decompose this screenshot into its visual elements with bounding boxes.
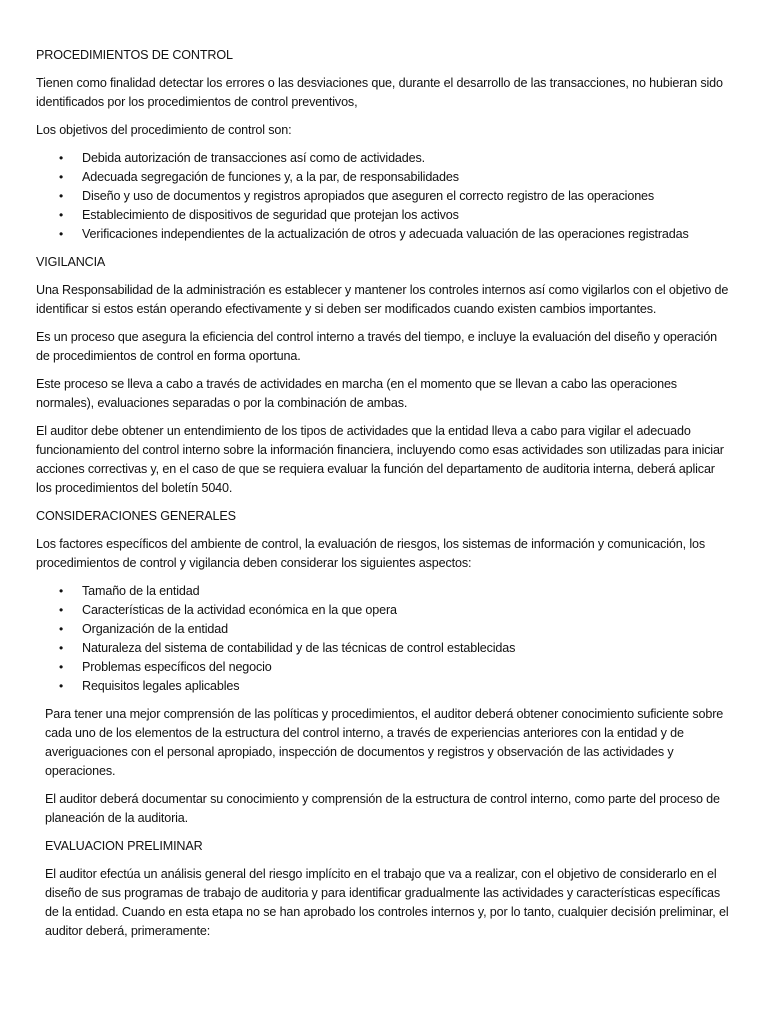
bullet-icon: • bbox=[59, 603, 64, 617]
bullet-list-objetivos bbox=[36, 149, 732, 244]
list-item bbox=[36, 187, 732, 206]
paragraph: Una Responsabilidad de la administración es establecer y mantener los controles internos así como vigilarlos con el objetivo de identificar si estos están operando efectivamente y si deben ser modificados cuando existen cambios importantes. bbox=[36, 283, 729, 316]
list-item-text: Tamaño de la entidad bbox=[82, 584, 200, 598]
list-item bbox=[36, 639, 732, 658]
list-item-text: Debida autorización de transacciones así como de actividades. bbox=[82, 151, 425, 165]
paragraph: El auditor deberá documentar su conocimiento y comprensión de la estructura de control interno, como parte del proceso de planeación de la auditoria. bbox=[45, 792, 720, 825]
list-item bbox=[36, 582, 732, 601]
list-item bbox=[36, 601, 732, 620]
list-item bbox=[36, 149, 732, 168]
paragraph: Es un proceso que asegura la eficiencia del control interno a través del tiempo, e incluye la evaluación del diseño y operación de procedimientos de control en forma oportuna. bbox=[36, 330, 718, 363]
list-item-text: Requisitos legales aplicables bbox=[82, 679, 240, 693]
heading-vigilancia: VIGILANCIA bbox=[36, 255, 106, 269]
bullet-icon: • bbox=[59, 170, 64, 184]
bullet-icon: • bbox=[59, 641, 64, 655]
list-item-text: Problemas específicos del negocio bbox=[82, 660, 272, 674]
list-item-text: Verificaciones independientes de la actualización de otros y adecuada valuación de las operaciones registradas bbox=[82, 227, 689, 241]
list-item-text: Naturaleza del sistema de contabilidad y de las técnicas de control establecidas bbox=[82, 641, 516, 655]
list-item bbox=[36, 168, 732, 187]
bullet-icon: • bbox=[59, 679, 64, 693]
heading-procedimientos-de-control: PROCEDIMIENTOS DE CONTROL bbox=[36, 48, 233, 62]
paragraph: Los factores específicos del ambiente de control, la evaluación de riesgos, los sistemas de información y comunicación, los procedimientos de control y vigilancia deben considerar los siguientes aspectos: bbox=[36, 537, 705, 570]
list-item-text: Diseño y uso de documentos y registros apropiados que aseguren el correcto registro de las operaciones bbox=[82, 189, 655, 203]
paragraph: El auditor debe obtener un entendimiento de los tipos de actividades que la entidad lleva a cabo para vigilar el adecuado funcionamiento del control interno sobre la información financiera, incluyendo como esas actividades son utilizadas para iniciar acciones correctivas y, en el caso de que se requiera evaluar la función del departamento de auditoria interna, deberá aplicar los procedimientos del boletín 5040. bbox=[36, 424, 724, 495]
bullet-icon: • bbox=[59, 189, 64, 203]
bullet-icon: • bbox=[59, 660, 64, 674]
heading-consideraciones-generales: CONSIDERACIONES GENERALES bbox=[36, 509, 236, 523]
bullet-icon: • bbox=[59, 622, 64, 636]
heading-evaluacion-preliminar: EVALUACION PRELIMINAR bbox=[45, 839, 203, 853]
list-item bbox=[36, 620, 732, 639]
paragraph: Los objetivos del procedimiento de control son: bbox=[36, 123, 292, 137]
list-item bbox=[36, 225, 732, 244]
paragraph: El auditor efectúa un análisis general del riesgo implícito en el trabajo que va a realizar, con el objetivo de considerarlo en el diseño de sus programas de trabajo de auditoria y para identificar gradualmente las actividades y características específicas de la entidad. Cuando en esta etapa no se han aprobado los controles internos y, por lo tanto, cualquier decisión preliminar, el auditor deberá, primeramente: bbox=[45, 867, 729, 938]
bullet-list-aspectos bbox=[36, 582, 732, 696]
paragraph: Este proceso se lleva a cabo a través de actividades en marcha (en el momento que se llevan a cabo las operaciones normales), evaluaciones separadas o por la combinación de ambas. bbox=[36, 377, 677, 410]
list-item-text: Organización de la entidad bbox=[82, 622, 228, 636]
list-item-text: Establecimiento de dispositivos de seguridad que protejan los activos bbox=[82, 208, 459, 222]
bullet-icon: • bbox=[59, 151, 64, 165]
list-item-text: Adecuada segregación de funciones y, a la par, de responsabilidades bbox=[82, 170, 459, 184]
list-item-text: Características de la actividad económica en la que opera bbox=[82, 603, 397, 617]
paragraph: Tienen como finalidad detectar los errores o las desviaciones que, durante el desarrollo de las transacciones, no hubieran sido identificados por los procedimientos de control preventivos, bbox=[36, 76, 723, 109]
list-item bbox=[36, 658, 732, 677]
bullet-icon: • bbox=[59, 584, 64, 598]
paragraph: Para tener una mejor comprensión de las políticas y procedimientos, el auditor deberá obtener conocimiento suficiente sobre cada uno de los elementos de la estructura del control interno, a través de experiencias anteriores con la entidad y de averiguaciones con el personal apropiado, inspección de documentos y registros y observación de las actividades y operaciones. bbox=[45, 707, 724, 778]
list-item bbox=[36, 206, 732, 225]
list-item bbox=[36, 677, 732, 696]
bullet-icon: • bbox=[59, 227, 64, 241]
bullet-icon: • bbox=[59, 208, 64, 222]
